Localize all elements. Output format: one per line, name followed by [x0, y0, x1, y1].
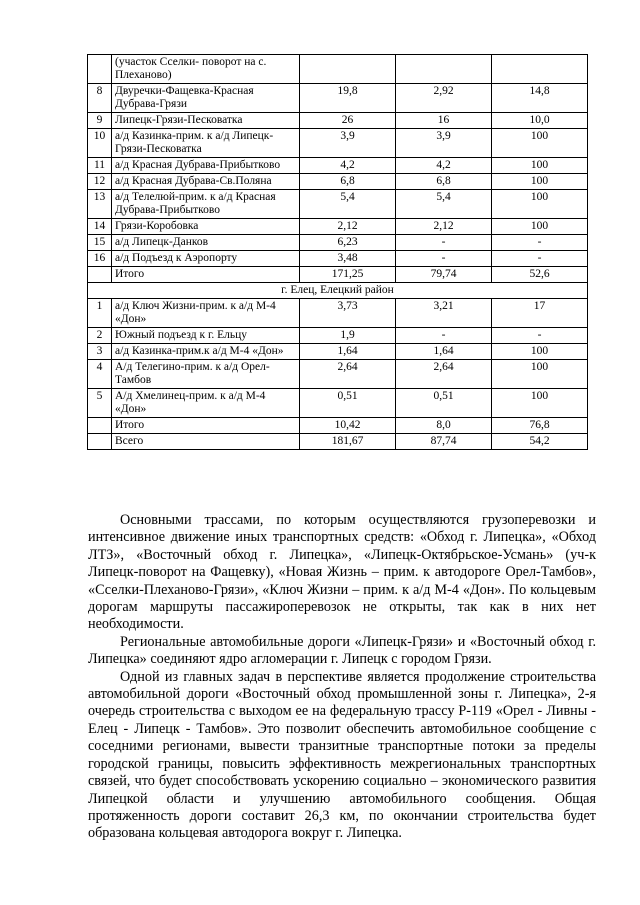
road-name: а/д Ключ Жизни-прим. к а/д М-4 «Дон» [112, 299, 300, 328]
row-number: 2 [88, 328, 112, 344]
paved-value: 3,9 [396, 129, 492, 158]
row-number: 14 [88, 219, 112, 235]
paved-value: 1,64 [396, 344, 492, 360]
paved-value: 87,74 [396, 434, 492, 450]
table-row [88, 158, 588, 174]
table-row [88, 328, 588, 344]
road-name: а/д Красная Дубрава-Прибытково [112, 158, 300, 174]
row-number: 11 [88, 158, 112, 174]
table-row [88, 267, 588, 283]
row-number: 16 [88, 251, 112, 267]
row-number: 15 [88, 235, 112, 251]
table-row [88, 190, 588, 219]
length-value: 26 [300, 113, 396, 129]
section-row [88, 283, 588, 299]
percent-value: 17 [492, 299, 588, 328]
length-value: 4,2 [300, 158, 396, 174]
road-name: Всего [112, 434, 300, 450]
road-name: Итого [112, 418, 300, 434]
road-name: Итого [112, 267, 300, 283]
table-row [88, 174, 588, 190]
percent-value: - [492, 235, 588, 251]
paved-value: 79,74 [396, 267, 492, 283]
table-row [88, 299, 588, 328]
paved-value: 8,0 [396, 418, 492, 434]
paragraph: Региональные автомобильные дороги «Липецк-Грязи» и «Восточный обход г. Липецка» соединяют ядро агломерации г. Липецк с городом Грязи. [88, 633, 596, 668]
length-value: 19,8 [300, 84, 396, 113]
percent-value: 100 [492, 344, 588, 360]
paved-value: 5,4 [396, 190, 492, 219]
length-value: 1,64 [300, 344, 396, 360]
paved-value: - [396, 251, 492, 267]
percent-value [492, 55, 588, 84]
length-value: 3,9 [300, 129, 396, 158]
row-number: 10 [88, 129, 112, 158]
road-name: а/д Казинка-прим.к а/д М-4 «Дон» [112, 344, 300, 360]
table-row [88, 434, 588, 450]
row-number: 4 [88, 360, 112, 389]
road-name: А/д Телегино-прим. к а/д Орел-Тамбов [112, 360, 300, 389]
body-text [88, 512, 596, 843]
paved-value: 0,51 [396, 389, 492, 418]
percent-value: 52,6 [492, 267, 588, 283]
length-value: 171,25 [300, 267, 396, 283]
length-value: 3,73 [300, 299, 396, 328]
percent-value: - [492, 251, 588, 267]
table-row [88, 84, 588, 113]
road-name: а/д Красная Дубрава-Св.Поляна [112, 174, 300, 190]
paved-value: 2,12 [396, 219, 492, 235]
length-value: 2,64 [300, 360, 396, 389]
row-number [88, 55, 112, 84]
paved-value [396, 55, 492, 84]
row-number [88, 267, 112, 283]
table-row [88, 418, 588, 434]
percent-value: 100 [492, 129, 588, 158]
percent-value: 100 [492, 360, 588, 389]
percent-value: 100 [492, 219, 588, 235]
row-number: 12 [88, 174, 112, 190]
row-number: 9 [88, 113, 112, 129]
table-row [88, 251, 588, 267]
length-value: 5,4 [300, 190, 396, 219]
percent-value: 76,8 [492, 418, 588, 434]
table-row [88, 360, 588, 389]
table-row [88, 344, 588, 360]
road-name: а/д Подъезд к Аэропорту [112, 251, 300, 267]
row-number: 5 [88, 389, 112, 418]
length-value: 0,51 [300, 389, 396, 418]
table-row [88, 129, 588, 158]
length-value: 10,42 [300, 418, 396, 434]
length-value [300, 55, 396, 84]
paved-value: - [396, 235, 492, 251]
section-title: г. Елец, Елецкий район [88, 283, 588, 299]
row-number: 1 [88, 299, 112, 328]
percent-value: 100 [492, 174, 588, 190]
length-value: 3,48 [300, 251, 396, 267]
percent-value: 14,8 [492, 84, 588, 113]
row-number: 13 [88, 190, 112, 219]
table-body [88, 55, 588, 450]
percent-value: - [492, 328, 588, 344]
road-name: Южный подъезд к г. Ельцу [112, 328, 300, 344]
paved-value: 3,21 [396, 299, 492, 328]
length-value: 1,9 [300, 328, 396, 344]
row-number: 8 [88, 84, 112, 113]
paragraph: Одной из главных задач в перспективе является продолжение строительства автомобильной дороги «Восточный обход промышленной зоны г. Липецка», 2-я очередь строительства с выходом ее на федеральную трассу Р-119 «Орел - Ливны - Елец - Липецк - Тамбов». Это позволит обеспечить автомобильное сообщение с соседними регионами, вывести транзитные транспортные потоки за пределы городской границы, повысить эффективность межрегиональных транспортных связей, что будет способствовать ускорению социально – экономического развития Липецкой области и улучшению автомобильного сообщения. Общая протяженность дороги составит 26,3 км, по окончании строительства будет образована кольцевая автодорога вокруг г. Липецка. [88, 668, 596, 842]
percent-value: 10,0 [492, 113, 588, 129]
roads-table [87, 54, 588, 450]
percent-value: 54,2 [492, 434, 588, 450]
table-row [88, 235, 588, 251]
row-number: 3 [88, 344, 112, 360]
table-row [88, 55, 588, 84]
length-value: 2,12 [300, 219, 396, 235]
row-number [88, 434, 112, 450]
table-row [88, 389, 588, 418]
row-number [88, 418, 112, 434]
paved-value: 2,64 [396, 360, 492, 389]
road-name: а/д Липецк-Данков [112, 235, 300, 251]
road-name: А/д Хмелинец-прим. к а/д М-4 «Дон» [112, 389, 300, 418]
paragraph: Основными трассами, по которым осуществляются грузоперевозки и интенсивное движение иных транспортных средств: «Обход г. Липецка», «Обход ЛТЗ», «Восточный обход г. Липецка», «Липецк-Октябрьское-Усмань» (уч-к Липецк-поворот на Фащевку), «Новая Жизнь – прим. к автодороге Орел-Тамбов», «Сселки-Плеханово-Грязи», «Ключ Жизни – прим. к а/д М-4 «Дон». По кольцевым дорогам маршруты пассажироперевозок не открыты, так как в них нет необходимости. [88, 512, 596, 633]
road-name: Двуречки-Фащевка-Красная Дубрава-Грязи [112, 84, 300, 113]
percent-value: 100 [492, 190, 588, 219]
road-name: (участок Сселки- поворот на с. Плеханово) [112, 55, 300, 84]
table-row [88, 219, 588, 235]
table-row [88, 113, 588, 129]
length-value: 6,8 [300, 174, 396, 190]
percent-value: 100 [492, 158, 588, 174]
length-value: 181,67 [300, 434, 396, 450]
paved-value: 16 [396, 113, 492, 129]
road-name: Грязи-Коробовка [112, 219, 300, 235]
paved-value: 2,92 [396, 84, 492, 113]
length-value: 6,23 [300, 235, 396, 251]
road-name: Липецк-Грязи-Песковатка [112, 113, 300, 129]
road-name: а/д Казинка-прим. к а/д Липецк-Грязи-Песковатка [112, 129, 300, 158]
paved-value: 4,2 [396, 158, 492, 174]
percent-value: 100 [492, 389, 588, 418]
road-name: а/д Телелюй-прим. к а/д Красная Дубрава-Прибытково [112, 190, 300, 219]
paved-value: - [396, 328, 492, 344]
paved-value: 6,8 [396, 174, 492, 190]
